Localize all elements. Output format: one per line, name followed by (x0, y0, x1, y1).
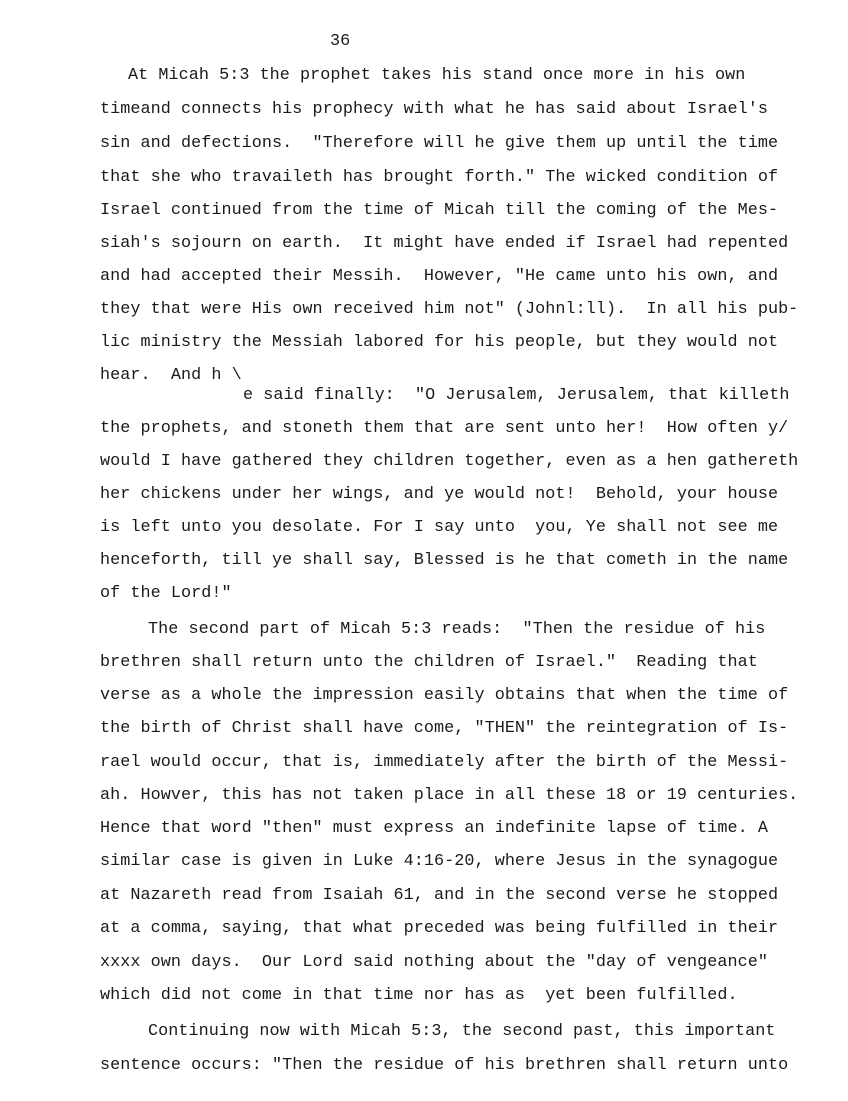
text-line: at Nazareth read from Isaiah 61, and in the second verse he stopped (100, 886, 779, 905)
text-line: they that were His own received him not" (Johnl:ll). In all his pub- (100, 300, 799, 319)
text-line: Hence that word "then" must express an indefinite lapse of time. A (100, 819, 768, 838)
text-line: xxxx own days. Our Lord said nothing about the "day of vengeance" (100, 953, 768, 972)
text-line: sentence occurs: "Then the residue of his brethren shall return unto (100, 1056, 789, 1075)
text-line: henceforth, till ye shall say, Blessed is he that cometh in the name (100, 551, 789, 570)
text-line: lic ministry the Messiah labored for his people, but they would not (100, 333, 779, 352)
text-line: her chickens under her wings, and ye would not! Behold, your house (100, 485, 779, 504)
text-line: The second part of Micah 5:3 reads: "Then the residue of his (148, 620, 766, 639)
text-line: is left unto you desolate. For I say unto you, Ye shall not see me (100, 518, 779, 537)
text-line: brethren shall return unto the children of Israel." Reading that (100, 653, 758, 672)
text-line: similar case is given in Luke 4:16-20, where Jesus in the synagogue (100, 852, 779, 871)
text-line: of the Lord!" (100, 584, 232, 603)
text-line: ah. Howver, this has not taken place in all these 18 or 19 centuries. (100, 786, 799, 805)
text-line: At Micah 5:3 the prophet takes his stand once more in his own (128, 66, 746, 85)
text-line: hear. And h \ (100, 366, 242, 385)
text-line: timeand connects his prophecy with what he has said about Israel's (100, 100, 768, 119)
text-line: sin and defections. "Therefore will he give them up until the time (100, 134, 779, 153)
text-line: at a comma, saying, that what preceded was being fulfilled in their (100, 919, 779, 938)
text-line: and had accepted their Messih. However, "He came unto his own, and (100, 267, 779, 286)
text-line: rael would occur, that is, immediately after the birth of the Messi- (100, 753, 789, 772)
text-line: that she who travaileth has brought forth." The wicked condition of (100, 168, 779, 187)
text-line: which did not come in that time nor has as yet been fulfilled. (100, 986, 738, 1005)
text-line: e said finally: "O Jerusalem, Jerusalem, that killeth (243, 386, 790, 405)
text-line: verse as a whole the impression easily obtains that when the time of (100, 686, 789, 705)
text-line: Continuing now with Micah 5:3, the second past, this important (148, 1022, 776, 1041)
text-line: siah's sojourn on earth. It might have ended if Israel had repented (100, 234, 789, 253)
text-line: Israel continued from the time of Micah till the coming of the Mes- (100, 201, 779, 220)
page-number: 36 (330, 32, 351, 51)
text-line: the prophets, and stoneth them that are sent unto her! How often y/ (100, 419, 789, 438)
text-line: the birth of Christ shall have come, "THEN" the reintegration of Is- (100, 719, 789, 738)
text-line: would I have gathered they children together, even as a hen gathereth (100, 452, 799, 471)
